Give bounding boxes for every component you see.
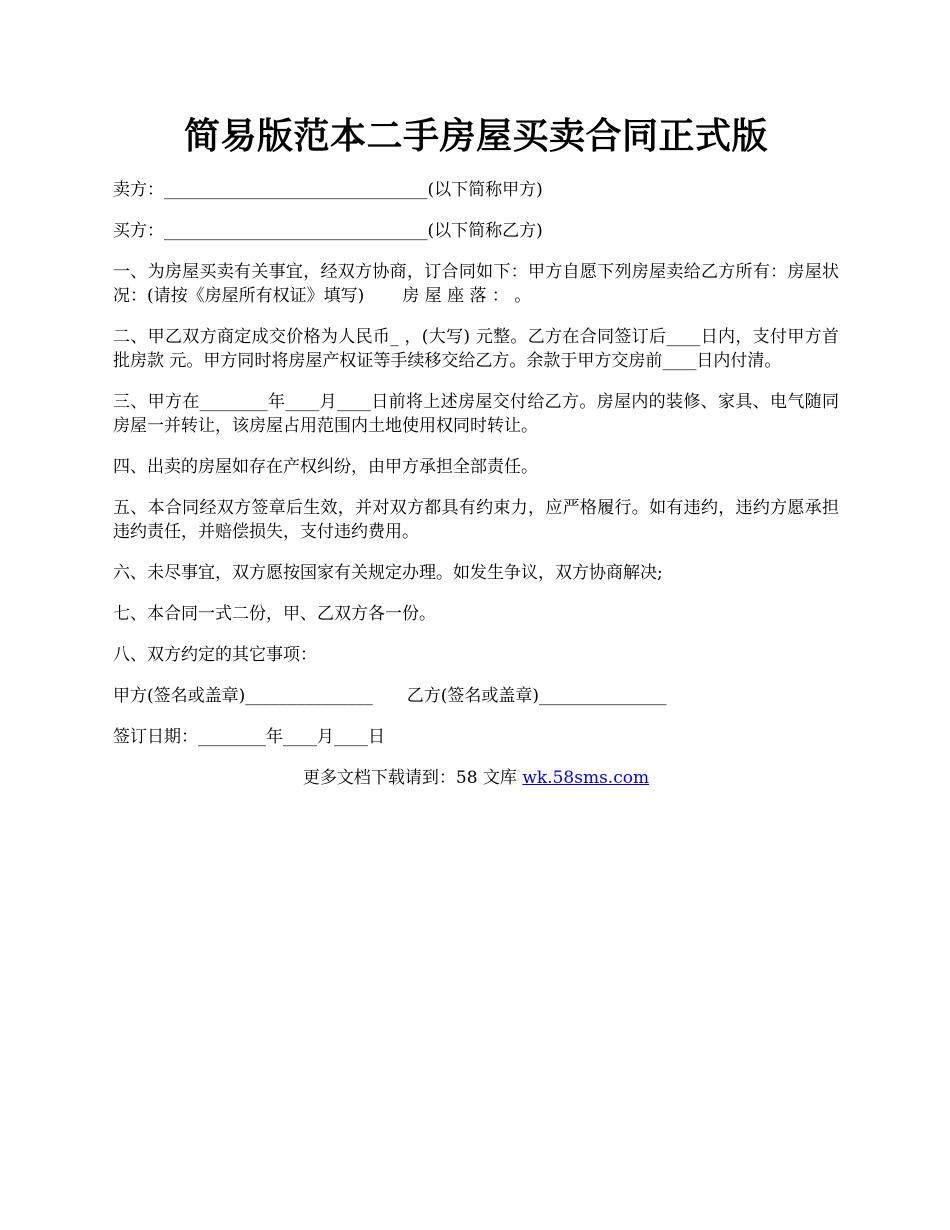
document-title: 简易版范本二手房屋买卖合同正式版 xyxy=(183,115,768,157)
clause-4: 四、出卖的房屋如存在产权纠纷，由甲方承担全部责任。 xyxy=(113,457,538,477)
footer-link[interactable]: wk.58sms.com xyxy=(522,768,650,788)
signing-date: 签订日期：________年____月____日 xyxy=(113,727,385,747)
footer-text: 更多文档下载请到：58 文库 xyxy=(302,768,523,788)
clause-1-location: 房 屋 座 落 ： 。 xyxy=(402,286,532,306)
clause-8: 八、双方约定的其它事项： xyxy=(113,645,317,665)
buyer-line: 买方：_______________________________(以下简称乙方) xyxy=(113,221,543,241)
footer xyxy=(113,766,839,790)
seller-line: 卖方：_______________________________(以下简称甲方) xyxy=(113,180,543,200)
clause-6: 六、未尽事宜，双方愿按国家有关规定办理。如发生争议，双方协商解决; xyxy=(113,563,663,583)
clause-7: 七、本合同一式二份，甲、乙双方各一份。 xyxy=(113,604,436,624)
clause-1-text: 一、为房屋买卖有关事宜，经双方协商，订合同如下：甲方自愿下列房屋卖给乙方所有：房屋状况：(请按《房屋所有权证》填写) xyxy=(113,262,839,306)
party-a-signature: 甲方(签名或盖章)_______________ xyxy=(113,686,373,706)
clause-1 xyxy=(113,260,839,308)
signature-line xyxy=(113,684,839,708)
document-page xyxy=(113,110,839,790)
clause-5: 五、本合同经双方签章后生效，并对双方都具有约束力，应严格履行。如有违约，违约方愿承担违约责任，并赔偿损失，支付违约费用。 xyxy=(113,498,839,542)
clause-2: 二、甲乙双方商定成交价格为人民币_ ，(大写) 元整。乙方在合同签订后____日内，支付甲方首批房款 元。甲方同时将房屋产权证等手续移交给乙方。余款于甲方交房前____日内付清。 xyxy=(113,327,839,371)
party-b-signature: 乙方(签名或盖章)_______________ xyxy=(406,686,667,706)
clause-3: 三、甲方在________年____月____日前将上述房屋交付给乙方。房屋内的装修、家具、电气随同房屋一并转让，该房屋占用范围内土地使用权同时转让。 xyxy=(113,392,839,436)
